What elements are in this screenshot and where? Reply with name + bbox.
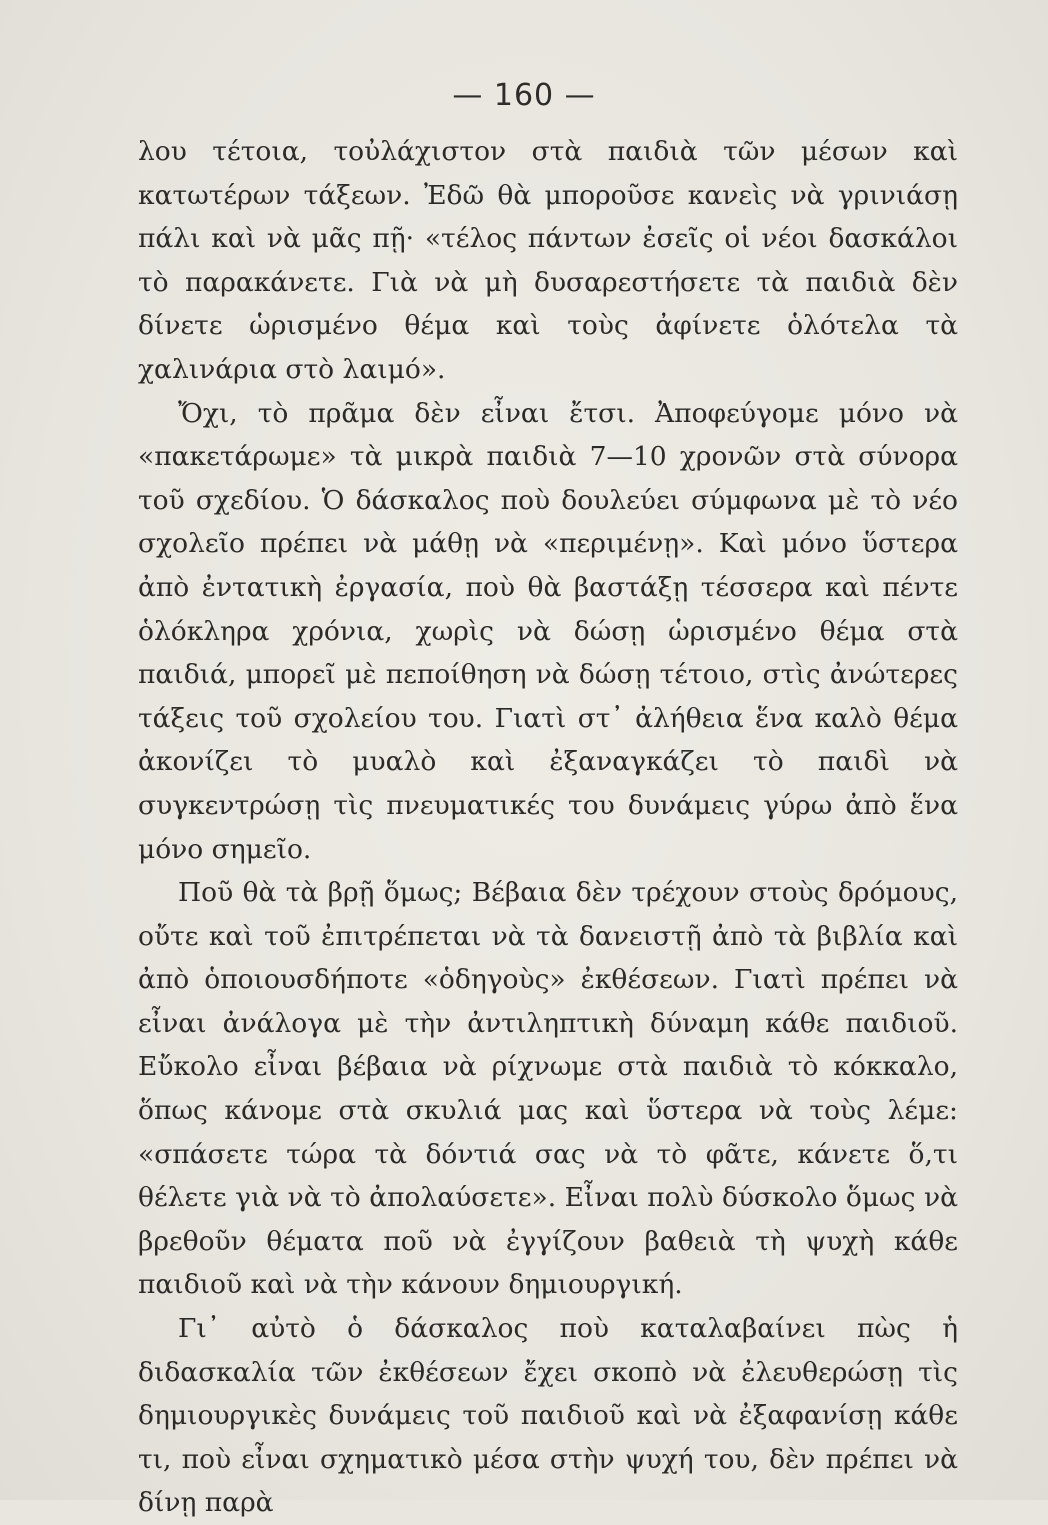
paragraph-4: Γι᾿ αὐτὸ ὁ δάσκαλος ποὺ καταλαβαίνει πὼς ἡ διδασκαλία τῶν ἐκθέσεων ἔχει σκοπὸ νὰ ἐλευθερώσῃ τὶς δημιουργικὲς δυνάμεις τοῦ παιδιοῦ καὶ νὰ ἐξαφανίσῃ κάθε τι, ποὺ εἶναι σχηματικὸ μέσα στὴν ψυχή του, δὲν πρέπει νὰ δίνῃ παρὰ (138, 1313, 958, 1519)
paragraph-3: Ποῦ θὰ τὰ βρῇ ὅμως; Βέβαια δὲν τρέχουν στοὺς δρόμους, οὔτε καὶ τοῦ ἐπιτρέπεται νὰ τὰ δανειστῇ ἀπὸ τὰ βιβλία καὶ ἀπὸ ὁποιουσδήποτε «ὁδηγοὺς» ἐκθέσεων. Γιατὶ πρέπει νὰ εἶναι ἀνάλογα μὲ τὴν ἀντιληπτικὴ δύναμη κάθε παιδιοῦ. Εὔκολο εἶναι βέβαια νὰ ρίχνωμε στὰ παιδιὰ τὸ κόκκαλο, ὅπως κάνομε στὰ σκυλιά μας καὶ ὕστερα νὰ τοὺς λέμε: «σπάσετε τώρα τὰ δόντιά σας νὰ τὸ φᾶτε, κάνετε ὅ,τι θέλετε γιὰ νὰ τὸ ἀπολαύσετε». Εἶναι πολὺ δύσκολο ὅμως νὰ βρεθοῦν θέματα ποῦ νὰ ἐγγίζουν βαθειὰ τὴ ψυχὴ κάθε παιδιοῦ καὶ νὰ τὴν κάνουν δημιουργική. (138, 877, 958, 1301)
paragraph-1: λου τέτοια, τοὐλάχιστον στὰ παιδιὰ τῶν μέσων καὶ κατωτέρων τάξεων. Ἐδῶ θὰ μποροῦσε κανεὶς νὰ γρινιάσῃ πάλι καὶ νὰ μᾶς πῇ· «τέλος πάντων ἐσεῖς οἱ νέοι δασκάλοι τὸ παρακάνετε. Γιὰ νὰ μὴ δυσαρεστήσετε τὰ παιδιὰ δὲν δίνετε ὡρισμένο θέμα καὶ τοὺς ἀφίνετε ὁλότελα τὰ χαλινάρια στὸ λαιμό». (138, 136, 958, 385)
page-number: — 160 — (452, 78, 596, 113)
body-text (138, 130, 958, 1525)
paragraph-2: Ὄχι, τὸ πρᾶμα δὲν εἶναι ἔτσι. Ἀποφεύγομε μόνο νὰ «πακετάρωμε» τὰ μικρὰ παιδιὰ 7—10 χρονῶν στὰ σύνορα τοῦ σχεδίου. Ὁ δάσκαλος ποὺ δουλεύει σύμφωνα μὲ τὸ νέο σχολεῖο πρέπει νὰ μάθῃ νὰ «περιμένῃ». Καὶ μόνο ὕστερα ἀπὸ ἐντατικὴ ἐργασία, ποὺ θὰ βαστάξῃ τέσσερα καὶ πέντε ὁλόκληρα χρόνια, χωρὶς νὰ δώσῃ ὡρισμένο θέμα στὰ παιδιά, μπορεῖ μὲ πεποίθηση νὰ δώσῃ τέτοιο, στὶς ἀνώτερες τάξεις τοῦ σχολείου του. Γιατὶ στ᾿ ἀλήθεια ἕνα καλὸ θέμα ἀκονίζει τὸ μυαλὸ καὶ ἐξαναγκάζει τὸ παιδὶ νὰ συγκεντρώσῃ τὶς πνευματικές του δυνάμεις γύρω ἀπὸ ἕνα μόνο σημεῖο. (138, 397, 958, 865)
